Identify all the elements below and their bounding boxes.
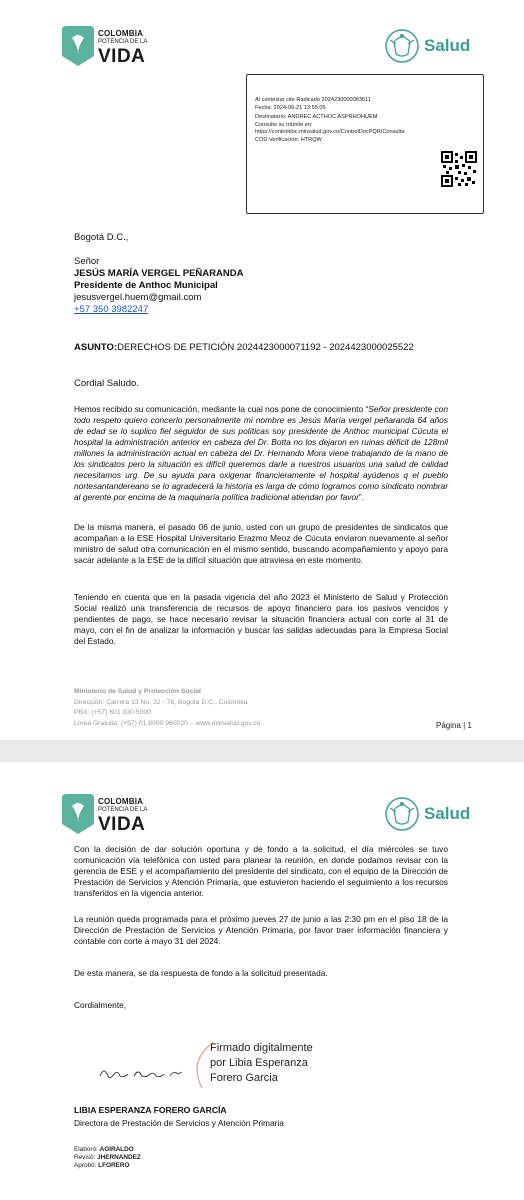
- stamp-destinatario: Destinatario: ANDREC ACTHOC ASPRHOHUEM: [255, 114, 378, 120]
- footer-line: Línea Gratuita: (+57) 01 8000 960020 – www.minsalud.gov.co: [74, 720, 261, 727]
- letter-page-2: [0, 762, 524, 1200]
- p1-quote: Señor presidente con todo respeto quiero concerlo personalmente mi nombre es Jesús María vergel peñaranda 64 años de edad se lo suplico fiel seguidor de sus políticas soy presidente de Anthoc municipal Cúcuta el hospital la administración anterior en cabeza del Dr. Botta no los dejaron en ruinas déficit de 128mil millones la administración actual en cabeza del Dr. Hernando Mora viene trabajando de la mano de los sindicatos pero la situación es difícil queremos darle a nuestros usuarios una salud de calidad necesitamos urg. De su ayuda para oxigenar financieramente el hospital ayúdenos q el pueblo nortesantandereano se lo agradecerá la historia es larga de cómo logramos como sindicato nombrar al gerente por encima de la maquinaría política tradicional atiendan por favor: [74, 404, 448, 502]
- aprobo-label: Aprobó:: [74, 1162, 97, 1169]
- paragraph-2: De la misma manera, el pasado 06 de junio, usted con un grupo de presidentes de sindicatos que acompañan a la ESE Hospital Universitario Erazmo Meoz de Cúcuta enviaron nuevamente al señor ministro de salud otra comunicación en el mismo sentido, buscando acompañamiento y apoyo para sacar adelante a la ESE de la difícil situación que atraviesa en este momento.: [74, 522, 448, 565]
- reviso-line: [74, 1154, 141, 1161]
- elaboro-value: AGIRALDO: [99, 1146, 134, 1153]
- page-number: Página | 1: [436, 721, 472, 730]
- colombia-potencia-logo-p2: [62, 794, 160, 834]
- paragraph-3: Teniendo en cuenta que en la pasada vigencia del año 2023 el Ministerio de Salud y Protección Social realizó una transferencia de recursos de apoyo financiero para los pasivos vencidos y pendientes de pago, se hace necesario revisar la situación financiera actual con corte al 31 de mayo, con el fin de analizar la información y buscar las salidas adecuadas para la Empresa Social del Estado.: [74, 592, 448, 646]
- colombia-badge-icon: [62, 794, 94, 834]
- paragraph-1: [74, 404, 448, 503]
- elaboro-label: Elaboró:: [74, 1146, 98, 1153]
- national-seal-icon: [384, 796, 420, 832]
- stamp-fecha: Fecha: 2024-06-21 13:55:05: [255, 105, 326, 111]
- logo-line1: COLOMBIA: [98, 29, 144, 38]
- logo-line3: VIDA: [98, 814, 146, 835]
- reviso-value: JHERNANDEZ: [97, 1154, 141, 1161]
- signer-title: Directora de Prestación de Servicios y Atención Primaria: [74, 1118, 284, 1128]
- stamp-radicado: Al contestar cite Radicado 2024230000083611: [255, 97, 371, 103]
- page-separator: [0, 740, 524, 762]
- paragraph-5: La reunión queda programada para el próximo jueves 27 de junio a las 2:30 pm en el piso 18 de la Dirección de Prestación de Servicios y Atención Primaria, por favor traer información financiera y contable con corte a mayo 31 del 2024.: [74, 914, 448, 946]
- stamp-url[interactable]: https://controldoc.minsalud.gov.co/ControlDocPQR/Consulta: [255, 129, 405, 135]
- digital-signature: [98, 1040, 358, 1092]
- logo-line1: COLOMBIA: [98, 797, 144, 806]
- minsalud-logo: [384, 26, 476, 66]
- city-date: Bogotá D.C.,: [74, 232, 129, 243]
- closing: Cordialmente,: [74, 1000, 127, 1010]
- subject-line: [74, 342, 414, 353]
- reviso-label: Revisó:: [74, 1154, 96, 1161]
- sig-line2: por Libia Esperanza: [210, 1057, 308, 1069]
- subject-label: ASUNTO:: [74, 342, 118, 353]
- logo-line2: POTENCIA DE LA: [98, 807, 148, 813]
- sig-line1: Firmado digitalmente: [210, 1042, 313, 1054]
- recipient-phone-link[interactable]: +57 350 3982247: [74, 304, 149, 315]
- stamp-consulte: Consulte su trámite en:: [255, 122, 313, 128]
- greeting: Cordial Saludo.: [74, 378, 139, 389]
- salud-wordmark: Salud: [424, 804, 471, 823]
- handwritten-signature-icon: [98, 1062, 186, 1084]
- paragraph-4: Con la decisión de dar solución oportuna y de fondo a la solicitud, el día miércoles se tuvo comunicación vía telefónica con usted para planear la reunión, en donde podamos revisar con la gerencia de ESE y el acompañamiento del presidente del sindicato, con el equipo de la Dirección de Prestación de Servicios y Atención Primaria, que estuvieron haciendo el seguimiento a los recursos transferidos en la vigencia anterior.: [74, 844, 448, 898]
- subject-value: DERECHOS DE PETICIÓN 2024423000071192 - 2024423000025522: [117, 342, 414, 353]
- footer-address: Dirección: Carrera 13 No. 32 - 76, Bogotá D.C., Colombia: [74, 699, 248, 706]
- elaboro-line: [74, 1146, 134, 1153]
- minsalud-logo-p2: [384, 794, 476, 834]
- signer-name: LIBIA ESPERANZA FORERO GARCÍA: [74, 1105, 227, 1115]
- salutation-title: Señor: [74, 256, 100, 267]
- colombia-badge-icon: [62, 26, 94, 66]
- stamp-cod-verificacion: COD Verificación: HTRQW: [255, 137, 322, 143]
- footer-org: Ministerio de Salud y Protección Social: [74, 688, 201, 695]
- aprobo-line: [74, 1162, 129, 1169]
- p1-end: ”.: [358, 492, 365, 502]
- national-seal-icon: [384, 28, 420, 64]
- recipient-email[interactable]: jesusvergel.huem@gmail.com: [74, 292, 202, 303]
- paragraph-6: De esta manera, se da respuesta de fondo a la solicitud presentada.: [74, 968, 328, 978]
- colombia-potencia-logo: [62, 26, 160, 66]
- logo-line3: VIDA: [98, 46, 146, 67]
- footer-pbx: PBX: (+57) 601 330 5000: [74, 709, 151, 716]
- logo-line2: POTENCIA DE LA: [98, 39, 148, 45]
- salud-wordmark: Salud: [424, 36, 471, 55]
- aprobo-value: LFORERO: [98, 1162, 130, 1169]
- recipient-name: JESÚS MARÍA VERGEL PEÑARANDA: [74, 268, 244, 279]
- qr-code-icon: [441, 151, 477, 187]
- recipient-role: Presidente de Anthoc Municipal: [74, 280, 218, 291]
- p1-intro: Hemos recibido su comunicación, mediante la cual nos pone de conocimiento “: [74, 404, 369, 414]
- radicado-stamp: [246, 74, 484, 214]
- sig-line3: Forero Garcia: [210, 1072, 278, 1084]
